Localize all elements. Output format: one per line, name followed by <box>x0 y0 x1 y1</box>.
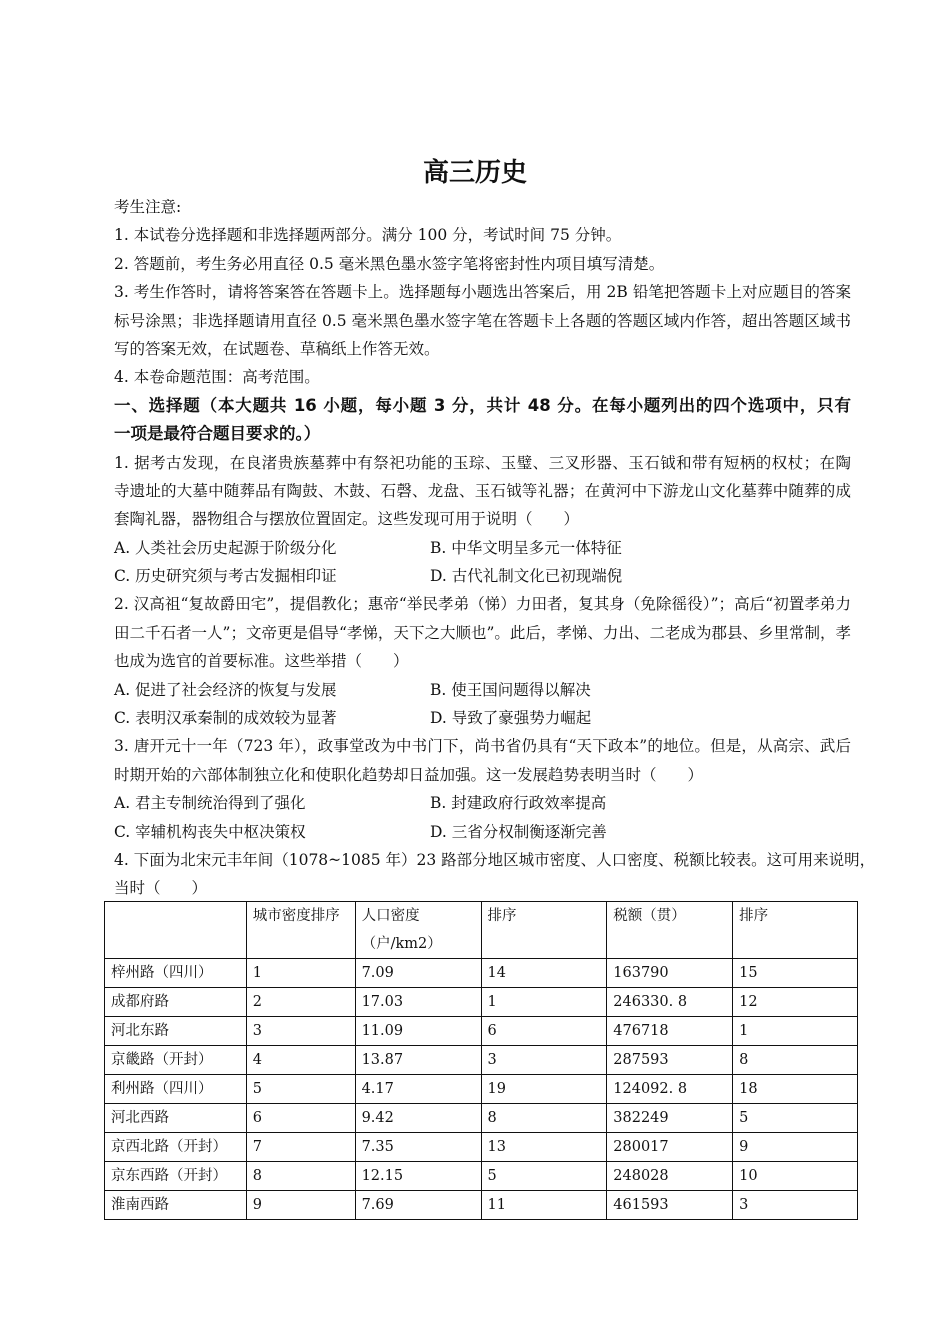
table-cell: 9 <box>733 1133 858 1162</box>
table-cell: 7.09 <box>355 959 481 988</box>
table-cell: 382249 <box>607 1104 733 1133</box>
question-3 <box>114 732 851 846</box>
option-a[interactable]: A. 君主专制统治得到了强化 <box>114 794 306 813</box>
table-cell: 287593 <box>607 1046 733 1075</box>
table-header-row <box>105 902 858 959</box>
table-row <box>105 1133 858 1162</box>
question-stem: 时期开始的六部体制独立化和使职化趋势却日益加强。这一发展趋势表明当时（ ） <box>114 765 704 784</box>
question-stem: 3. 唐开元十一年（723 年），政事堂改为中书门下，尚书省仍具有“天下政本”的地位。但是，从高宗、武后 <box>114 737 851 756</box>
question-4 <box>114 846 876 903</box>
table-cell: 3 <box>246 1017 355 1046</box>
table-cell: 12.15 <box>355 1162 481 1191</box>
question-stem: 1. 据考古发现，在良渚贵族墓葬中有祭祀功能的玉琮、玉璧、三叉形器、玉石钺和带有短柄的权杖；在陶 <box>114 453 851 472</box>
option-c[interactable]: C. 宰辅机构丧失中枢决策权 <box>114 822 306 841</box>
table-row <box>105 1104 858 1133</box>
table-cell: 11.09 <box>355 1017 481 1046</box>
table-cell: 280017 <box>607 1133 733 1162</box>
question-1 <box>114 449 851 591</box>
table-cell: 京畿路（开封） <box>105 1046 247 1075</box>
table-cell: 13.87 <box>355 1046 481 1075</box>
question-stem: 寺遗址的大墓中随葬品有陶鼓、木鼓、石磬、龙盘、玉石钺等礼器；在黄河中下游龙山文化墓葬中随葬的成 <box>114 481 851 500</box>
table-row <box>105 988 858 1017</box>
option-b[interactable]: B. 封建政府行政效率提高 <box>430 794 607 813</box>
option-c[interactable]: C. 表明汉承秦制的成效较为显著 <box>114 709 337 728</box>
page-title: 高三历史 <box>422 158 527 188</box>
table-cell: 13 <box>481 1133 607 1162</box>
question-stem: 套陶礼器，器物组合与摆放位置固定。这些发现可用于说明（ ） <box>114 510 580 529</box>
table-row <box>105 1191 858 1220</box>
table-cell: 10 <box>733 1162 858 1191</box>
table-cell: 1 <box>246 959 355 988</box>
table-cell: 4 <box>246 1046 355 1075</box>
notice-line: 4. 本卷命题范围：高考范围。 <box>114 368 320 387</box>
table-cell: 476718 <box>607 1017 733 1046</box>
table-cell: 11 <box>481 1191 607 1220</box>
question-stem: 田二千石者一人”；文帝更是倡导“孝悌，天下之大顺也”。此后，孝悌、力出、二老成为郡县、乡里常制，孝 <box>114 623 851 642</box>
table-cell: 17.03 <box>355 988 481 1017</box>
table-cell: 5 <box>733 1104 858 1133</box>
table-row <box>105 1046 858 1075</box>
table-header-cell: 税额（贯） <box>607 902 733 959</box>
table-cell: 15 <box>733 959 858 988</box>
table-cell: 1 <box>733 1017 858 1046</box>
section-heading: 一、选择题（本大题共 16 小题，每小题 3 分，共计 48 分。在每小题列出的四个选项中，只有 <box>114 395 851 415</box>
table-cell: 5 <box>246 1075 355 1104</box>
table-cell: 9 <box>246 1191 355 1220</box>
table-cell: 8 <box>246 1162 355 1191</box>
table-cell: 6 <box>481 1017 607 1046</box>
question-stem: 4. 下面为北宋元丰年间（1078~1085 年）23 路部分地区城市密度、人口密度、税额比较表。这可用来说明， <box>114 850 876 869</box>
notice-heading: 考生注意: <box>114 198 182 216</box>
table-cell: 124092. 8 <box>607 1075 733 1104</box>
notice-line: 写的答案无效，在试题卷、草稿纸上作答无效。 <box>114 339 440 358</box>
table-cell: 19 <box>481 1075 607 1104</box>
table-cell: 京东西路（开封） <box>105 1162 247 1191</box>
document-body <box>114 193 876 903</box>
option-b[interactable]: B. 使王国问题得以解决 <box>430 680 591 699</box>
table-row <box>105 1075 858 1104</box>
table-cell: 7.69 <box>355 1191 481 1220</box>
notice-line: 2. 答题前，考生务必用直径 0.5 毫米黑色墨水签字笔将密封性内项目填写清楚。 <box>114 254 665 273</box>
question-2 <box>114 590 851 732</box>
table-header-cell <box>105 902 247 959</box>
table-cell: 3 <box>481 1046 607 1075</box>
table-header-cell: 人口密度（户/km2） <box>355 902 481 959</box>
table-row <box>105 1162 858 1191</box>
option-c[interactable]: C. 历史研究须与考古发掘相印证 <box>114 567 337 586</box>
table-cell: 3 <box>733 1191 858 1220</box>
table-cell: 成都府路 <box>105 988 247 1017</box>
table-cell: 8 <box>481 1104 607 1133</box>
table-cell: 9.42 <box>355 1104 481 1133</box>
option-d[interactable]: D. 三省分权制衡逐渐完善 <box>430 822 607 841</box>
table-cell: 14 <box>481 959 607 988</box>
question-stem: 2. 汉高祖“复故爵田宅”，提倡教化；惠帝“举民孝弟（悌）力田者，复其身（免除徭役）”；高后“初置孝弟力 <box>114 595 851 614</box>
table-cell: 6 <box>246 1104 355 1133</box>
table-cell: 1 <box>481 988 607 1017</box>
question-stem: 当时（ ） <box>114 879 208 898</box>
table-cell: 18 <box>733 1075 858 1104</box>
table-header-cell: 排序 <box>481 902 607 959</box>
table-cell: 河北东路 <box>105 1017 247 1046</box>
notice-line: 1. 本试卷分选择题和非选择题两部分。满分 100 分，考试时间 75 分钟。 <box>114 226 622 245</box>
table-cell: 淮南西路 <box>105 1191 247 1220</box>
table-cell: 京西北路（开封） <box>105 1133 247 1162</box>
table-header-cell: 排序 <box>733 902 858 959</box>
section-heading: 一项是最符合题目要求的。） <box>114 424 321 444</box>
option-b[interactable]: B. 中华文明呈多元一体特征 <box>430 538 622 557</box>
table-cell: 461593 <box>607 1191 733 1220</box>
table-cell: 5 <box>481 1162 607 1191</box>
notice-line: 3. 考生作答时，请将答案答在答题卡上。选择题每小题选出答案后，用 2B 铅笔把答题卡上对应题目的答案 <box>114 283 851 302</box>
notice-line: 标号涂黑；非选择题请用直径 0.5 毫米黑色墨水签字笔在答题卡上各题的答题区域内作答，超出答题区域书 <box>114 311 851 330</box>
table-cell: 利州路（四川） <box>105 1075 247 1104</box>
question-stem: 也成为选官的首要标准。这些举措（ ） <box>114 652 409 671</box>
table-row <box>105 1017 858 1046</box>
table-cell: 163790 <box>607 959 733 988</box>
option-d[interactable]: D. 导致了豪强势力崛起 <box>430 709 592 728</box>
table-cell: 4.17 <box>355 1075 481 1104</box>
table-cell: 248028 <box>607 1162 733 1191</box>
option-a[interactable]: A. 人类社会历史起源于阶级分化 <box>114 538 337 557</box>
table-cell: 梓州路（四川） <box>105 959 247 988</box>
option-a[interactable]: A. 促进了社会经济的恢复与发展 <box>114 680 337 699</box>
table-row <box>105 959 858 988</box>
table-cell: 2 <box>246 988 355 1017</box>
table-cell: 12 <box>733 988 858 1017</box>
table-cell: 河北西路 <box>105 1104 247 1133</box>
data-table <box>104 901 858 1220</box>
table-cell: 7 <box>246 1133 355 1162</box>
option-d[interactable]: D. 古代礼制文化已初现端倪 <box>430 567 623 586</box>
table-header-cell: 城市密度排序 <box>246 902 355 959</box>
table-cell: 8 <box>733 1046 858 1075</box>
table-cell: 7.35 <box>355 1133 481 1162</box>
table-cell: 246330. 8 <box>607 988 733 1017</box>
